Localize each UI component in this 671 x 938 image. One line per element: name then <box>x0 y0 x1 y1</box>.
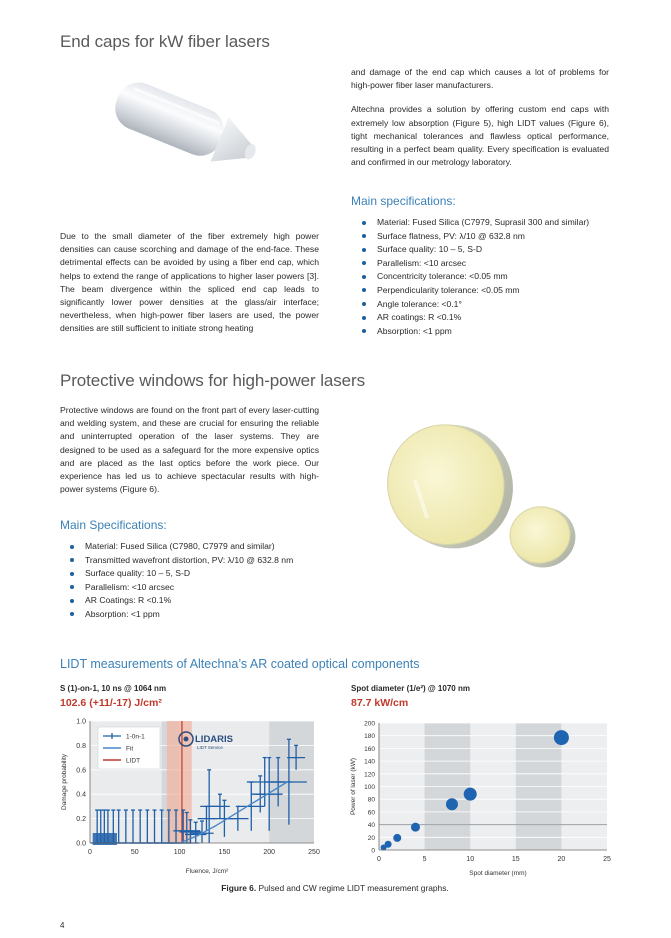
y-tick-label: 200 <box>364 720 375 728</box>
data-point <box>554 730 569 745</box>
legend-label: 1-0n-1 <box>126 733 145 741</box>
spec-item: Transmitted wavefront distortion, PV: λ/10 @ 632.8 nm <box>69 554 339 568</box>
section2-specs-list <box>69 540 339 622</box>
x-tick-label: 100 <box>173 849 186 856</box>
lidt-title: LIDT measurements of Altechna’s AR coated optical components <box>60 657 420 671</box>
y-tick-label: 0.0 <box>76 840 86 848</box>
spec-item: Absorption: <1 ppm <box>69 608 339 622</box>
y-tick-label: 160 <box>364 745 375 753</box>
spec-item: Surface quality: 10 – 5, S-D <box>69 567 339 581</box>
data-point <box>411 823 420 832</box>
section2-paragraph: Protective windows are found on the front part of every laser-cutting and welding system, and these are crucial for ensuring the reliable and uninterrupted operation of the laser systems. They are designed to be used as a safeguard for the more expensive optics and are placed as the last optics before the work piece. Our experience has led us to achieve spectacular results with high-power systems (Figure 6). <box>60 405 319 495</box>
y-axis-label: Power of laser (kW) <box>350 757 357 816</box>
spec-item: Surface quality: 10 – 5, S-D <box>361 243 621 257</box>
right-chart-value: 87.7 kW/cm <box>351 697 409 709</box>
data-point <box>385 841 392 848</box>
x-tick-label: 5 <box>422 856 427 863</box>
section1-right-text <box>351 66 609 169</box>
y-tick-label: 80 <box>367 796 375 804</box>
y-tick-label: 0.6 <box>76 767 86 775</box>
page-number: 4 <box>60 921 65 930</box>
data-point <box>464 788 477 801</box>
x-tick-label: 150 <box>218 849 231 856</box>
section1-specs-list <box>361 216 621 338</box>
spec-item: AR Coatings: R <0.1% <box>69 594 339 608</box>
end-cap-image <box>104 70 274 185</box>
x-tick-label: 0 <box>377 856 381 863</box>
y-tick-label: 140 <box>364 758 375 766</box>
data-point <box>446 798 458 810</box>
x-tick-label: 25 <box>603 856 611 863</box>
spec-item: Parallelism: <10 arcsec <box>361 257 621 271</box>
x-tick-label: 20 <box>557 856 566 863</box>
x-tick-label: 10 <box>466 856 475 863</box>
spec-item: AR coatings: R <0.1% <box>361 311 621 325</box>
y-tick-label: 180 <box>364 733 375 741</box>
lidaris-logo-subtext: LIDT Service <box>197 745 223 750</box>
figure-caption <box>60 883 610 893</box>
x-tick-label: 250 <box>308 849 320 856</box>
spec-item: Surface flatness, PV: λ/10 @ 632.8 nm <box>361 230 621 244</box>
y-axis-label: Damage probability <box>61 753 68 811</box>
section2-title: Protective windows for high-power lasers <box>60 371 365 390</box>
lidaris-logo-dot <box>184 737 189 742</box>
y-tick-label: 0.2 <box>76 816 86 824</box>
x-tick-label: 200 <box>263 849 276 856</box>
pulsed-lidt-chart <box>55 715 325 880</box>
left-chart-value: 102.6 (+11/-17) J/cm² <box>60 697 162 709</box>
section2-specs-title: Main Specifications: <box>60 518 167 532</box>
right-chart-label: Spot diameter (1/e²) @ 1070 nm <box>351 684 470 693</box>
spec-item: Absorption: <1 ppm <box>361 325 621 339</box>
data-point <box>393 834 401 842</box>
lidaris-logo-text: LIDARIS <box>195 734 233 745</box>
y-tick-label: 100 <box>364 784 375 791</box>
spec-item: Material: Fused Silica (C7979, Suprasil 300 and similar) <box>361 216 621 230</box>
y-tick-label: 0 <box>371 847 375 855</box>
y-tick-label: 60 <box>367 809 375 817</box>
x-tick-label: 50 <box>130 849 139 856</box>
spec-item: Parallelism: <10 arcsec <box>69 581 339 595</box>
protective-windows-image <box>378 410 583 570</box>
x-tick-label: 0 <box>88 849 92 856</box>
left-chart-label: S (1)-on-1, 10 ns @ 1064 nm <box>60 684 167 693</box>
y-tick-label: 0.4 <box>76 791 86 799</box>
x-tick-label: 15 <box>511 856 520 863</box>
y-tick-label: 40 <box>367 822 375 830</box>
spec-item: Angle tolerance: <0.1° <box>361 298 621 312</box>
spec-item: Perpendicularity tolerance: <0.05 mm <box>361 284 621 298</box>
spec-item: Concentricity tolerance: <0.05 mm <box>361 270 621 284</box>
figure-caption-label: Figure 6. <box>221 883 257 893</box>
section1-specs-title: Main specifications: <box>351 194 456 208</box>
section1-title: End caps for kW fiber lasers <box>60 32 270 51</box>
cw-lidt-chart <box>345 715 615 885</box>
legend-label: Fit <box>126 745 134 753</box>
figure-caption-text: Pulsed and CW regime LIDT measurement graphs. <box>256 883 449 893</box>
section1-left-paragraph: Due to the small diameter of the fiber extremely high power densities can cause scorching and damage of the end-face. These detrimental effects can be avoided by using a fiber end cap, which helps to extend the range of applications to higher laser powers [3]. The beam divergence within the spliced end cap leads to significantly lower power densities at the glass/air interface; nevertheless, when high-power fiber lasers are used, the power densities are still sufficient to initiate strong heating <box>60 231 319 334</box>
y-tick-label: 0.8 <box>76 742 86 750</box>
section1-right-paragraph-2: Altechna provides a solution by offering custom end caps with extremely low absorption (Figure 5), high LIDT values (Figure 6), tight mechanical tolerances and flawless optical performance, resulting in a perfect beam quality. Every specification is evaluated and confirmed in our metrology laboratory. <box>351 104 609 168</box>
x-axis-label: Spot diameter (mm) <box>469 870 527 877</box>
y-tick-label: 120 <box>364 771 375 779</box>
y-tick-label: 1.0 <box>76 718 86 726</box>
spec-item: Material: Fused Silica (C7980, C7979 and similar) <box>69 540 339 554</box>
x-axis-label: Fluence, J/cm² <box>185 868 229 875</box>
legend-label: LIDT <box>126 757 141 765</box>
y-tick-label: 20 <box>367 834 375 842</box>
section1-right-paragraph-1: and damage of the end cap which causes a lot of problems for high-power fiber laser manufacturers. <box>351 67 609 91</box>
